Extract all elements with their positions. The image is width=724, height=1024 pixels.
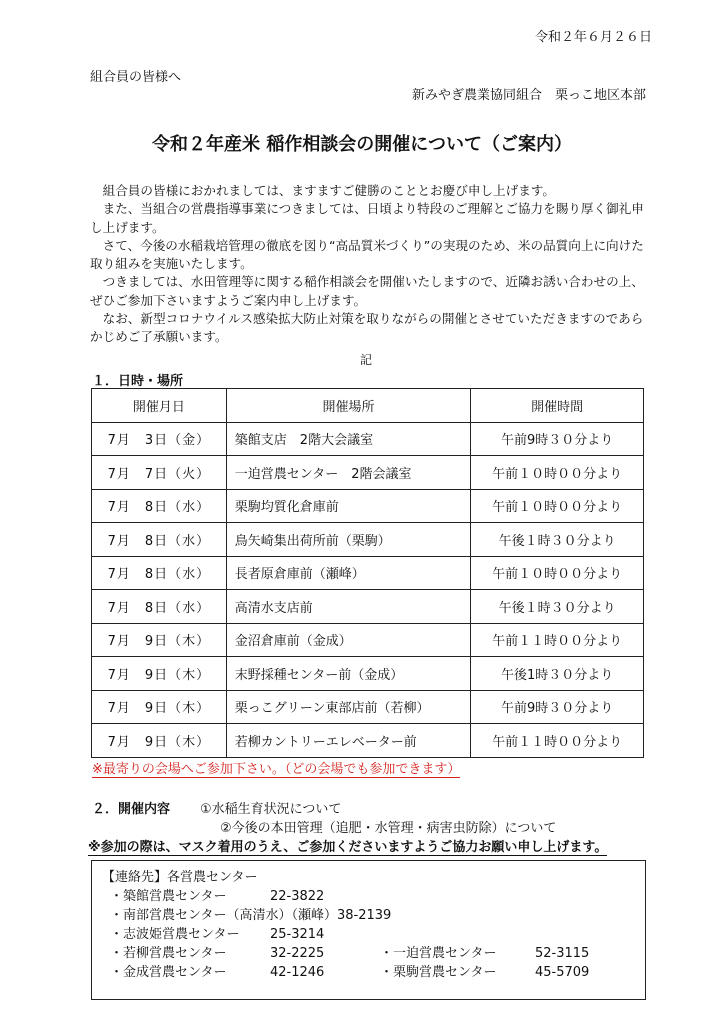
document-title: 令和２年産米 稲作相談会の開催について（ご案内）	[152, 134, 572, 155]
cell-time: 午後１時３０分より	[471, 523, 644, 557]
table-row	[92, 690, 644, 724]
cell-date: 7月 8日（水）	[92, 523, 227, 557]
cell-place: 鳥矢崎集出荷所前（栗駒）	[226, 523, 471, 557]
body-paragraph: つきましては、水田管理等に関する稲作相談会を開催いたしますので、近隣お誘い合わせの上、ぜひご参加下さいますようご案内申し上げます。	[90, 274, 644, 308]
section1-heading: １．日時・場所	[92, 374, 184, 389]
contact-tel: 42-1246	[270, 965, 325, 980]
section2-heading: ２．開催内容	[92, 802, 171, 817]
section2-item-1: ①水稲生育状況について	[200, 802, 342, 817]
contact-entry	[110, 942, 324, 961]
cell-time: 午前9時３０分より	[471, 690, 644, 724]
contact-entry	[380, 942, 589, 961]
contact-entry	[110, 885, 324, 904]
cell-time: 午前１１時００分より	[471, 724, 644, 758]
mask-note: ※参加の際は、マスク着用のうえ、ご参加くださいますようご協力お願い申し上げます。	[88, 836, 607, 856]
contact-box	[91, 860, 646, 1000]
body-paragraph: なお、新型コロナウイルス感染拡大防止対策を取りながらの開催とさせていただきますのであらかじめご了承願います。	[90, 311, 644, 345]
body-text	[90, 182, 650, 347]
header-place: 開催場所	[226, 389, 471, 423]
cell-place: 末野採種センター前（金成）	[226, 657, 471, 691]
contact-tel: 52-3115	[535, 946, 590, 961]
contact-name: ・南部営農センター（高清水）（瀬峰）	[110, 908, 337, 923]
table-row	[92, 523, 644, 557]
contact-tel: 45-5709	[535, 965, 590, 980]
header-date: 開催月日	[92, 389, 227, 423]
cell-date: 7月 3日（金）	[92, 422, 227, 456]
table-row	[92, 657, 644, 691]
cell-place: 若柳カントリーエレベーター前	[226, 724, 471, 758]
cell-place: 高清水支店前	[226, 590, 471, 624]
cell-time: 午前１１時００分より	[471, 623, 644, 657]
venue-note: ※最寄りの会場へご参加下さい。（どの会場でも参加できます）	[92, 758, 460, 778]
contact-entry	[110, 961, 324, 980]
cell-place: 栗っこグリーン東部店前（若柳）	[226, 690, 471, 724]
cell-date: 7月 9日（木）	[92, 690, 227, 724]
table-row	[92, 724, 644, 758]
cell-place: 金沼倉庫前（金成）	[226, 623, 471, 657]
table-row	[92, 556, 644, 590]
table-row	[92, 456, 644, 490]
cell-time: 午後１時３０分より	[471, 590, 644, 624]
contact-name: ・栗駒営農センター	[380, 965, 497, 980]
cell-date: 7月 9日（木）	[92, 657, 227, 691]
cell-time: 午後1時３０分より	[471, 657, 644, 691]
contact-tel: 32-2225	[270, 946, 325, 961]
contact-title: 【連絡先】各営農センター	[102, 870, 258, 885]
schedule-table	[91, 388, 644, 758]
contact-entry	[110, 923, 324, 942]
contact-name: ・金成営農センター	[110, 965, 227, 980]
table-header-row	[92, 389, 644, 423]
contact-tel: 25-3214	[270, 927, 325, 942]
contact-name: ・築館営農センター	[110, 889, 227, 904]
contact-name: ・若柳営農センター	[110, 946, 227, 961]
table-row	[92, 590, 644, 624]
body-paragraph: 組合員の皆様におかれましては、ますますご健勝のこととお慶び申し上げます。	[90, 183, 555, 198]
cell-time: 午前１０時００分より	[471, 456, 644, 490]
recipient-line: 組合員の皆様へ	[90, 70, 182, 85]
sender-line: 新みやぎ農業協同組合 栗っこ地区本部	[411, 88, 646, 103]
contact-entry	[380, 961, 589, 980]
cell-place: 栗駒均質化倉庫前	[226, 489, 471, 523]
contact-name: ・一迫営農センター	[380, 946, 497, 961]
contact-name: ・志波姫営農センター	[110, 927, 240, 942]
contact-tel: 22-3822	[270, 889, 325, 904]
table-row	[92, 623, 644, 657]
header-time: 開催時間	[471, 389, 644, 423]
cell-date: 7月 9日（木）	[92, 724, 227, 758]
cell-place: 築館支店 2階大会議室	[226, 422, 471, 456]
cell-date: 7月 9日（木）	[92, 623, 227, 657]
body-paragraph: さて、今後の水稲栽培管理の徹底を図り“高品質米づくり”の実現のため、米の品質向上に向けた取り組みを実施いたします。	[90, 237, 644, 272]
table-row	[92, 489, 644, 523]
ki-marker: 記	[360, 353, 373, 367]
cell-date: 7月 8日（水）	[92, 489, 227, 523]
cell-time: 午前9時３０分より	[471, 422, 644, 456]
section2-item-2: ②今後の本田管理（追肥・水管理・病害虫防除）について	[220, 821, 557, 836]
cell-time: 午前１０時００分より	[471, 556, 644, 590]
cell-date: 7月 7日（火）	[92, 456, 227, 490]
body-paragraph: また、当組合の営農指導事業につきましては、日頃より特段のご理解とご協力を賜り厚く御礼申し上げます。	[90, 201, 644, 235]
cell-date: 7月 8日（水）	[92, 556, 227, 590]
table-row	[92, 422, 644, 456]
cell-time: 午前１０時００分より	[471, 489, 644, 523]
cell-place: 長者原倉庫前（瀬峰）	[226, 556, 471, 590]
cell-place: 一迫営農センター 2階会議室	[226, 456, 471, 490]
contact-tel: 38-2139	[336, 908, 392, 923]
contact-entry	[110, 904, 391, 923]
cell-date: 7月 8日（水）	[92, 590, 227, 624]
document-date: 令和２年６月２６日	[534, 30, 652, 45]
